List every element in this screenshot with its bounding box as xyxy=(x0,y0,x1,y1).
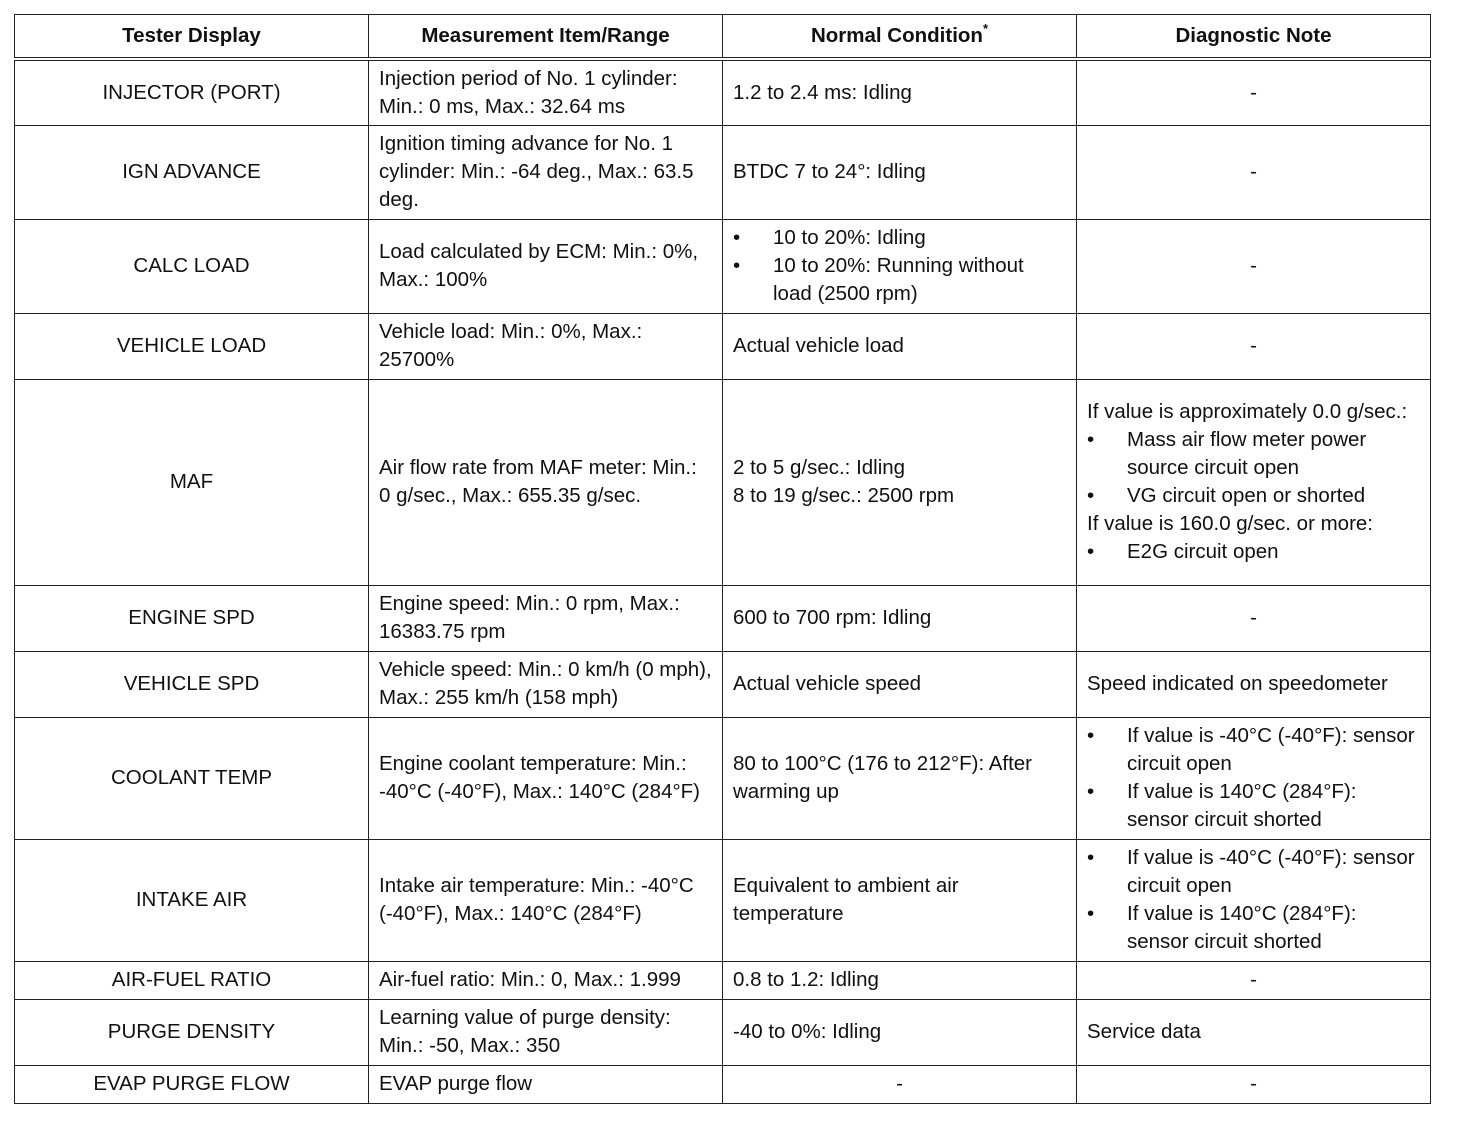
cell-normal-condition: Actual vehicle speed xyxy=(723,651,1077,717)
table-row xyxy=(15,1065,1431,1103)
cell-normal-condition: Equivalent to ambient air temperature xyxy=(723,839,1077,961)
bullet-list xyxy=(1087,844,1420,956)
cell-normal-condition: -40 to 0%: Idling xyxy=(723,999,1077,1065)
cell-diagnostic-note: - xyxy=(1077,1065,1431,1103)
cell-diagnostic-note: Speed indicated on speedometer xyxy=(1077,651,1431,717)
footnote-mark: * xyxy=(982,21,989,36)
bullet-list xyxy=(1087,722,1420,834)
cell-measurement: Injection period of No. 1 cylinder: Min.: 0 ms, Max.: 32.64 ms xyxy=(369,59,723,125)
cell-tester-display: EVAP PURGE FLOW xyxy=(15,1065,369,1103)
cell-normal-condition: 0.8 to 1.2: Idling xyxy=(723,961,1077,999)
bullet-item: • If value is 140°C (284°F): sensor circuit shorted xyxy=(1087,778,1420,834)
bullet-item: • Mass air flow meter power source circuit open xyxy=(1087,426,1420,482)
cell-diagnostic-note: - xyxy=(1077,219,1431,313)
header-tester-display: Tester Display xyxy=(15,15,369,60)
bullet-item: • 10 to 20%: Idling xyxy=(733,224,1066,252)
bullet-item: • If value is -40°C (-40°F): sensor circuit open xyxy=(1087,844,1420,900)
cell-measurement: Learning value of purge density: Min.: -50, Max.: 350 xyxy=(369,999,723,1065)
cell-tester-display: ENGINE SPD xyxy=(15,585,369,651)
cell-diagnostic-note xyxy=(1077,717,1431,839)
bullet-list xyxy=(1087,538,1420,566)
table-row xyxy=(15,585,1431,651)
cell-tester-display: PURGE DENSITY xyxy=(15,999,369,1065)
cell-diagnostic-note xyxy=(1077,379,1431,585)
table-row xyxy=(15,379,1431,585)
bullet-item: • 10 to 20%: Running without load (2500 rpm) xyxy=(733,252,1066,308)
cell-measurement: Air flow rate from MAF meter: Min.: 0 g/sec., Max.: 655.35 g/sec. xyxy=(369,379,723,585)
header-measurement: Measurement Item/Range xyxy=(369,15,723,60)
cell-tester-display: AIR-FUEL RATIO xyxy=(15,961,369,999)
table-row xyxy=(15,839,1431,961)
table-row xyxy=(15,961,1431,999)
table-row xyxy=(15,999,1431,1065)
header-normal-condition: Normal Condition* xyxy=(723,15,1077,60)
cell-diagnostic-note: - xyxy=(1077,59,1431,125)
cell-normal-condition: 1.2 to 2.4 ms: Idling xyxy=(723,59,1077,125)
header-row xyxy=(15,15,1431,60)
data-list-table xyxy=(14,14,1431,1104)
cell-normal-condition: 600 to 700 rpm: Idling xyxy=(723,585,1077,651)
cell-diagnostic-note: - xyxy=(1077,313,1431,379)
cell-diagnostic-note xyxy=(1077,839,1431,961)
cell-tester-display: VEHICLE LOAD xyxy=(15,313,369,379)
cell-measurement: EVAP purge flow xyxy=(369,1065,723,1103)
cell-normal-condition: Actual vehicle load xyxy=(723,313,1077,379)
cell-tester-display: VEHICLE SPD xyxy=(15,651,369,717)
cell-tester-display: MAF xyxy=(15,379,369,585)
cell-measurement: Load calculated by ECM: Min.: 0%, Max.: 100% xyxy=(369,219,723,313)
bullet-list xyxy=(733,224,1066,308)
cell-tester-display: INTAKE AIR xyxy=(15,839,369,961)
cell-measurement: Intake air temperature: Min.: -40°C (-40°F), Max.: 140°C (284°F) xyxy=(369,839,723,961)
cell-measurement: Engine coolant temperature: Min.: -40°C (-40°F), Max.: 140°C (284°F) xyxy=(369,717,723,839)
bullet-item: • If value is -40°C (-40°F): sensor circuit open xyxy=(1087,722,1420,778)
table-header xyxy=(15,15,1431,60)
cell-normal-condition xyxy=(723,379,1077,585)
cell-diagnostic-note: - xyxy=(1077,585,1431,651)
cell-diagnostic-note: - xyxy=(1077,961,1431,999)
cell-measurement: Air-fuel ratio: Min.: 0, Max.: 1.999 xyxy=(369,961,723,999)
cell-measurement: Vehicle load: Min.: 0%, Max.: 25700% xyxy=(369,313,723,379)
header-diagnostic-note: Diagnostic Note xyxy=(1077,15,1431,60)
table-row xyxy=(15,717,1431,839)
cell-tester-display: IGN ADVANCE xyxy=(15,125,369,219)
cell-measurement: Engine speed: Min.: 0 rpm, Max.: 16383.75 rpm xyxy=(369,585,723,651)
note-intro: If value is 160.0 g/sec. or more: xyxy=(1087,512,1373,535)
cell-normal-condition: BTDC 7 to 24°: Idling xyxy=(723,125,1077,219)
normal-line: 2 to 5 g/sec.: Idling xyxy=(733,456,906,479)
cell-normal-condition xyxy=(723,219,1077,313)
cell-normal-condition: 80 to 100°C (176 to 212°F): After warming up xyxy=(723,717,1077,839)
bullet-item: • E2G circuit open xyxy=(1087,538,1420,566)
table-row xyxy=(15,219,1431,313)
cell-tester-display: CALC LOAD xyxy=(15,219,369,313)
note-intro: If value is approximately 0.0 g/sec.: xyxy=(1087,400,1408,423)
table-row xyxy=(15,125,1431,219)
normal-line: 8 to 19 g/sec.: 2500 rpm xyxy=(733,484,955,507)
bullet-list xyxy=(1087,426,1420,510)
bullet-item: • If value is 140°C (284°F): sensor circuit shorted xyxy=(1087,900,1420,956)
table-row xyxy=(15,651,1431,717)
table-row xyxy=(15,313,1431,379)
cell-measurement: Vehicle speed: Min.: 0 km/h (0 mph), Max.: 255 km/h (158 mph) xyxy=(369,651,723,717)
table-row xyxy=(15,59,1431,125)
cell-diagnostic-note: - xyxy=(1077,125,1431,219)
cell-tester-display: COOLANT TEMP xyxy=(15,717,369,839)
cell-diagnostic-note: Service data xyxy=(1077,999,1431,1065)
cell-normal-condition: - xyxy=(723,1065,1077,1103)
cell-tester-display: INJECTOR (PORT) xyxy=(15,59,369,125)
bullet-item: • VG circuit open or shorted xyxy=(1087,482,1420,510)
cell-measurement: Ignition timing advance for No. 1 cylinder: Min.: -64 deg., Max.: 63.5 deg. xyxy=(369,125,723,219)
